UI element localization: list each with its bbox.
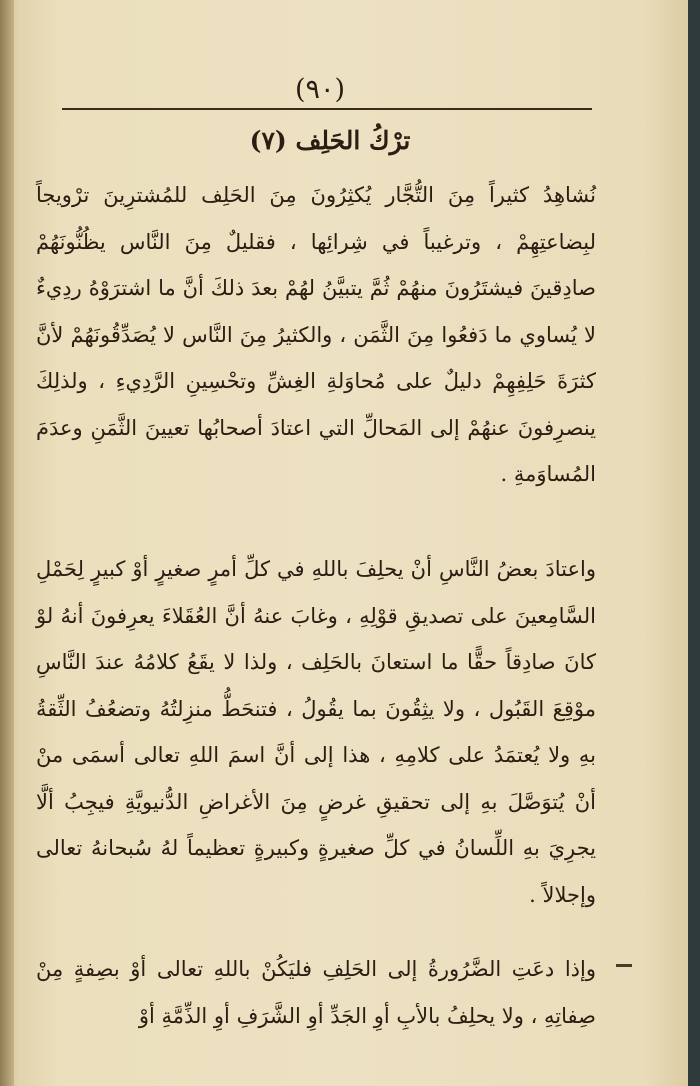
section-heading: (٧) ترْكُ الحَلِف [249, 126, 411, 155]
header-rule [62, 108, 592, 110]
paragraph-2: واعتادَ بعضُ النَّاسِ أنْ يحلِفَ باللهِ في كلِّ أمرٍ صغيرٍ أوْ كبيرٍ لِحَمْلِ السَّامِعينَ على تصديقِ قوْلِهِ ، وغابَ عنهُ أنَّ العُقَلاءَ يعرِفونَ أنهُ لوْ كانَ صادِقاً حقًّا ما استعانَ بالحَلِف ، ولذا لا يقَعُ كلامُهُ عندَ النَّاسِ موْقِعَ القَبُول ، ولا يثِقُونَ بما يقُولُ ، فتنحَطُّ منزِلتُهُ وتضعُفُ الثِّقةُ بهِ ولا يُعتمَدُ على كلامِهِ ، هذا إلى أنَّ اسمَ اللهِ تعالى أسمَى منْ أنْ يُتوَصَّلَ بهِ إلى تحقيقِ غرضٍ مِنَ الأغراضِ الدُّنيويَّةِ فيجِبُ ألَّا يجرِيَ بهِ اللِّسانُ في كلِّ صغيرةٍ وكبيرةٍ تعظيماً لهُ سُبحانهُ تعالى وإجلالاً . [36, 557, 596, 907]
page-number: (٩٠) [294, 74, 346, 105]
paragraph-3: وإذا دعَتِ الضَّرُورةُ إلى الحَلِفِ فليَكُنْ باللهِ تعالى أوْ بصِفةٍ مِنْ صِفاتِهِ ، ولا يحلِفُ بالأبِ أوِ الجَدِّ أوِ الشَّرَفِ أوِ الذِّمَّةِ أوْ [36, 957, 596, 1028]
margin-mark [616, 964, 632, 967]
page-edge-background [688, 0, 700, 1086]
book-gutter [0, 0, 14, 1086]
paragraph-1: نُشاهِدُ كثيراً مِنَ التُّجَّار يُكثِرُونَ مِنَ الحَلِف للمُشترِينَ ترْويجاً لبِضاعتِهِمْ ، وترغيباً في شِرائِها ، فقليلٌ مِنَ النَّاس يظُنُّونَهُمْ صادِقينَ فيشتَرُونَ منهُمْ ثُمَّ يتبيَّنُ لهُمْ بعدَ ذلكَ أنَّ ما اشترَوْهُ ردِيءٌ لا يُساوي ما دَفعُوا مِنَ الثَّمَن ، والكثيرُ مِنَ النَّاس لا يُصَدِّقُونَهُمْ لأنَّ كثرَةَ حَلِفِهِمْ دليلٌ على مُحاوَلةِ الغِشِّ وتحْسِينِ الرَّدِيءِ ، ولذلِكَ ينصرِفونَ عنهُمْ إلى المَحالِّ التي اعتادَ أصحابُها تعيينَ الثَّمَنِ وعدَمَ المُساوَمةِ . [36, 183, 596, 486]
